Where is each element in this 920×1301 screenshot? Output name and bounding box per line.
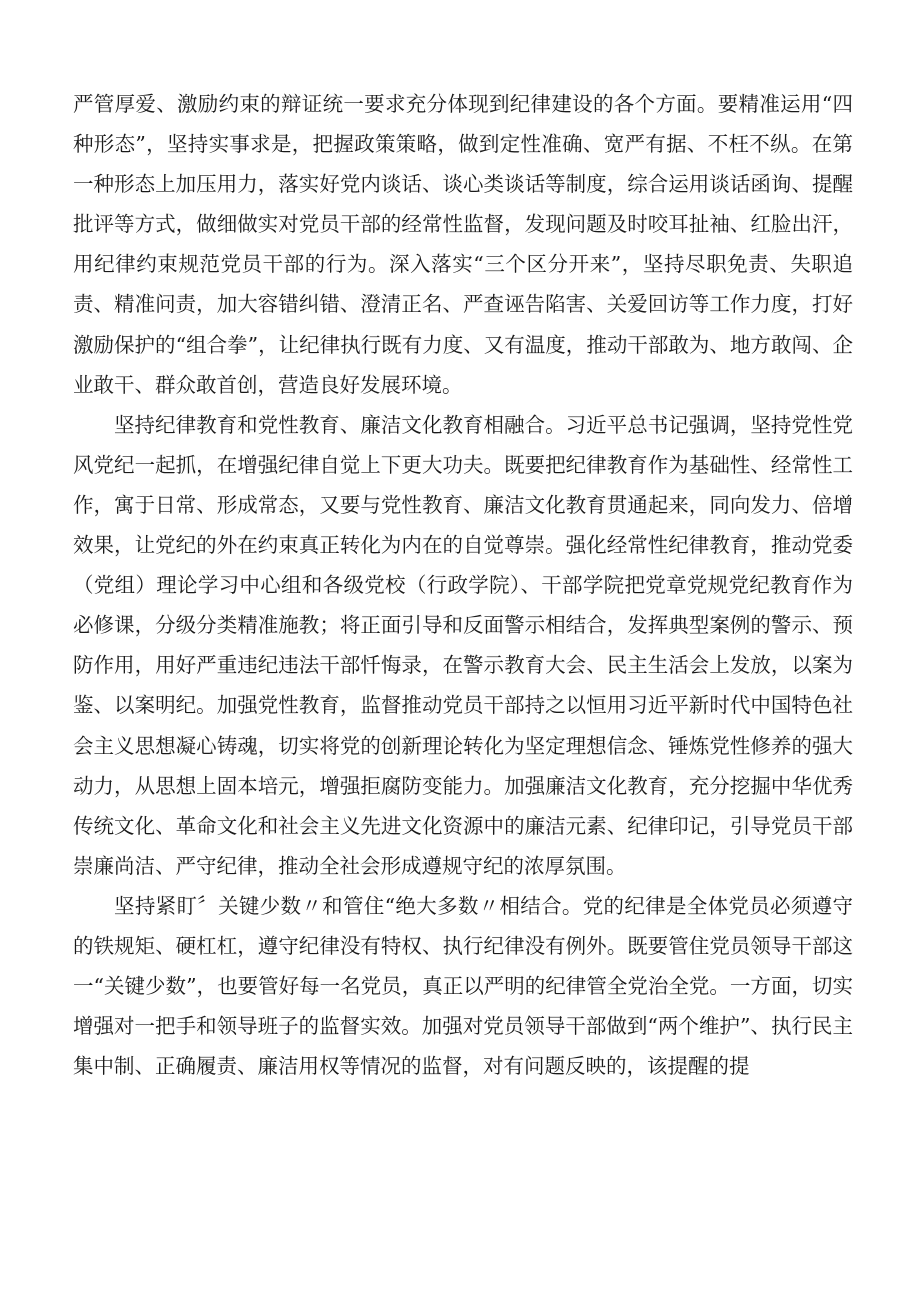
document-body: [73, 84, 853, 1086]
paragraph-2: 坚持纪律教育和党性教育、廉洁文化教育相融合。习近平总书记强调，坚持党性党风党纪一起抓，在增强纪律自觉上下更大功夫。既要把纪律教育作为基础性、经常性工作，寓于日常、形成常态，又要与党性教育、廉洁文化教育贯通起来，同向发力、倍增效果，让党纪的外在约束真正转化为内在的自觉尊崇。强化经常性纪律教育，推动党委（党组）理论学习中心组和各级党校（行政学院）、干部学院把党章党规党纪教育作为必修课，分级分类精准施教；将正面引导和反面警示相结合，发挥典型案例的警示、预防作用，用好严重违纪违法干部忏悔录，在警示教育大会、民主生活会上发放，以案为鉴、以案明纪。加强党性教育，监督推动党员干部持之以恒用习近平新时代中国特色社会主义思想凝心铸魂，切实将党的创新理论转化为坚定理想信念、锤炼党性修养的强大动力，从思想上固本培元，增强拒腐防变能力。加强廉洁文化教育，充分挖掘中华优秀传统文化、革命文化和社会主义先进文化资源中的廉洁元素、纪律印记，引导党员干部崇廉尚洁、严守纪律，推动全社会形成遵规守纪的浓厚氛围。: [73, 412, 853, 878]
paragraph-3: 坚持紧盯〞关键少数〃和管住“绝大多数〃相结合。党的纪律是全体党员必须遵守的铁规矩、硬杠杠，遵守纪律没有特权、执行纪律没有例外。既要管住党员领导干部这一“关键少数”，也要管好每一名党员，真正以严明的纪律管全党治全党。一方面，切实增强对一把手和领导班子的监督实效。加强对党员领导干部做到“两个维护”、执行民主集中制、正确履责、廉洁用权等情况的监督，对有问题反映的，该提醒的提: [73, 893, 853, 1079]
paragraph-1: 严管厚爱、激励约束的辩证统一要求充分体现到纪律建设的各个方面。要精准运用“四种形态”，坚持实事求是，把握政策策略，做到定性准确、宽严有据、不枉不纵。在第一种形态上加压用力，落实好党内谈话、谈心类谈话等制度，综合运用谈话函询、提醒批评等方式，做细做实对党员干部的经常性监督，发现问题及时咬耳扯袖、红脸出汗，用纪律约束规范党员干部的行为。深入落实“三个区分开来”，坚持尽职免责、失职追责、精准问责，加大容错纠错、澄清正名、严查诬告陷害、关爱回访等工作力度，打好激励保护的“组合拳”，让纪律执行既有力度、又有温度，推动干部敢为、地方敢闯、企业敢干、群众敢首创，营造良好发展环境。: [73, 92, 853, 397]
